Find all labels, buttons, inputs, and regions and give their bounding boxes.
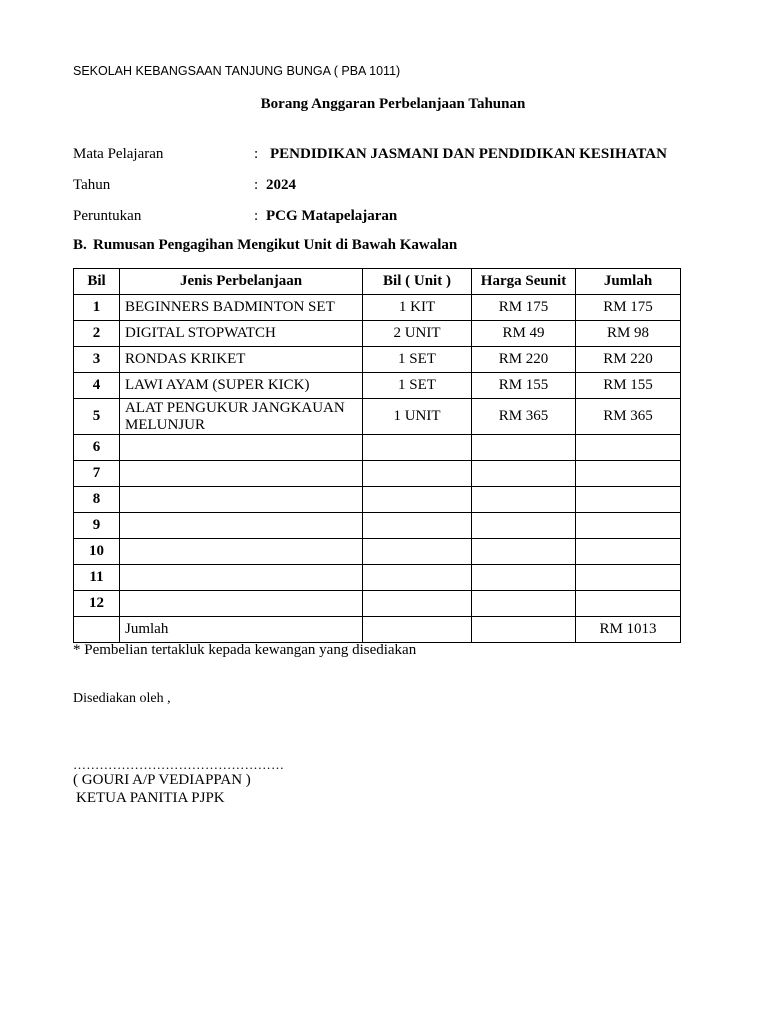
table-row bbox=[74, 321, 681, 347]
row-price bbox=[472, 539, 576, 565]
row-total bbox=[576, 513, 681, 539]
row-unit: 1 SET bbox=[363, 347, 472, 373]
section-letter: B. bbox=[73, 237, 87, 253]
row-total bbox=[576, 591, 681, 617]
row-total: RM 98 bbox=[576, 321, 681, 347]
row-item: BEGINNERS BADMINTON SET bbox=[120, 295, 363, 321]
row-bil: 6 bbox=[74, 435, 120, 461]
table-header-row bbox=[74, 269, 681, 295]
allocation-label: Peruntukan bbox=[73, 208, 142, 224]
table-row bbox=[74, 487, 681, 513]
row-bil: 1 bbox=[74, 295, 120, 321]
allocation-colon: : bbox=[254, 208, 259, 224]
purchase-note: * Pembelian tertakluk kepada kewangan yang disediakan bbox=[73, 642, 417, 658]
total-row-blank bbox=[363, 617, 472, 643]
header-jenis: Jenis Perbelanjaan bbox=[120, 269, 363, 295]
total-row-blank bbox=[74, 617, 120, 643]
row-price bbox=[472, 565, 576, 591]
row-item: DIGITAL STOPWATCH bbox=[120, 321, 363, 347]
row-item bbox=[120, 591, 363, 617]
row-item: LAWI AYAM (SUPER KICK) bbox=[120, 373, 363, 399]
row-unit: 1 UNIT bbox=[363, 399, 472, 435]
header-harga: Harga Seunit bbox=[472, 269, 576, 295]
header-jumlah: Jumlah bbox=[576, 269, 681, 295]
table-row bbox=[74, 435, 681, 461]
row-unit bbox=[363, 565, 472, 591]
row-price: RM 365 bbox=[472, 399, 576, 435]
row-unit: 2 UNIT bbox=[363, 321, 472, 347]
header-bil: Bil bbox=[74, 269, 120, 295]
row-total bbox=[576, 435, 681, 461]
row-bil: 9 bbox=[74, 513, 120, 539]
row-bil: 7 bbox=[74, 461, 120, 487]
school-name: SEKOLAH KEBANGSAAN TANJUNG BUNGA ( PBA 1011) bbox=[73, 64, 401, 78]
row-price: RM 155 bbox=[472, 373, 576, 399]
table-row bbox=[74, 373, 681, 399]
year-value: 2024 bbox=[266, 177, 296, 193]
row-item bbox=[120, 539, 363, 565]
section-heading bbox=[73, 237, 457, 254]
row-unit bbox=[363, 539, 472, 565]
row-item: RONDAS KRIKET bbox=[120, 347, 363, 373]
row-item bbox=[120, 435, 363, 461]
table-row bbox=[74, 295, 681, 321]
table-row bbox=[74, 513, 681, 539]
budget-table bbox=[73, 268, 681, 643]
row-price bbox=[472, 435, 576, 461]
row-total: RM 220 bbox=[576, 347, 681, 373]
signatory-name: ( GOURI A/P VEDIAPPAN ) bbox=[73, 772, 251, 788]
row-item: ALAT PENGUKUR JANGKAUAN MELUNJUR bbox=[120, 399, 363, 435]
row-item bbox=[120, 565, 363, 591]
table-row bbox=[74, 461, 681, 487]
row-bil: 5 bbox=[74, 399, 120, 435]
row-total: RM 155 bbox=[576, 373, 681, 399]
row-item bbox=[120, 487, 363, 513]
row-total bbox=[576, 487, 681, 513]
allocation-value: PCG Matapelajaran bbox=[266, 208, 398, 224]
row-unit: 1 SET bbox=[363, 373, 472, 399]
row-unit bbox=[363, 591, 472, 617]
form-title: Borang Anggaran Perbelanjaan Tahunan bbox=[260, 96, 526, 112]
row-item bbox=[120, 461, 363, 487]
row-price bbox=[472, 461, 576, 487]
subject-label: Mata Pelajaran bbox=[73, 146, 164, 162]
year-colon: : bbox=[254, 177, 259, 193]
row-item bbox=[120, 513, 363, 539]
row-price: RM 175 bbox=[472, 295, 576, 321]
grand-total: RM 1013 bbox=[576, 617, 681, 643]
table-total-row bbox=[74, 617, 681, 643]
row-unit bbox=[363, 487, 472, 513]
total-label: Jumlah bbox=[120, 617, 363, 643]
row-bil: 3 bbox=[74, 347, 120, 373]
year-label: Tahun bbox=[73, 177, 111, 193]
total-row-blank bbox=[472, 617, 576, 643]
row-unit bbox=[363, 461, 472, 487]
row-total: RM 175 bbox=[576, 295, 681, 321]
header-unit: Bil ( Unit ) bbox=[363, 269, 472, 295]
row-price: RM 220 bbox=[472, 347, 576, 373]
subject-colon: : bbox=[254, 146, 259, 162]
table-row bbox=[74, 539, 681, 565]
row-total bbox=[576, 461, 681, 487]
table-row bbox=[74, 347, 681, 373]
row-unit: 1 KIT bbox=[363, 295, 472, 321]
row-bil: 2 bbox=[74, 321, 120, 347]
row-price bbox=[472, 591, 576, 617]
table-row bbox=[74, 565, 681, 591]
row-bil: 4 bbox=[74, 373, 120, 399]
row-bil: 8 bbox=[74, 487, 120, 513]
row-total bbox=[576, 539, 681, 565]
signature-line: ………………………………………… bbox=[73, 757, 285, 772]
table-row bbox=[74, 399, 681, 435]
row-bil: 11 bbox=[74, 565, 120, 591]
row-price bbox=[472, 487, 576, 513]
prepared-by-label: Disediakan oleh , bbox=[73, 691, 171, 706]
row-unit bbox=[363, 513, 472, 539]
row-bil: 10 bbox=[74, 539, 120, 565]
table-row bbox=[74, 591, 681, 617]
row-total bbox=[576, 565, 681, 591]
row-unit bbox=[363, 435, 472, 461]
signatory-position: KETUA PANITIA PJPK bbox=[76, 790, 225, 806]
row-bil: 12 bbox=[74, 591, 120, 617]
section-title: Rumusan Pengagihan Mengikut Unit di Bawah Kawalan bbox=[93, 237, 458, 253]
row-price bbox=[472, 513, 576, 539]
row-price: RM 49 bbox=[472, 321, 576, 347]
row-total: RM 365 bbox=[576, 399, 681, 435]
subject-value: PENDIDIKAN JASMANI DAN PENDIDIKAN KESIHATAN bbox=[270, 146, 667, 162]
